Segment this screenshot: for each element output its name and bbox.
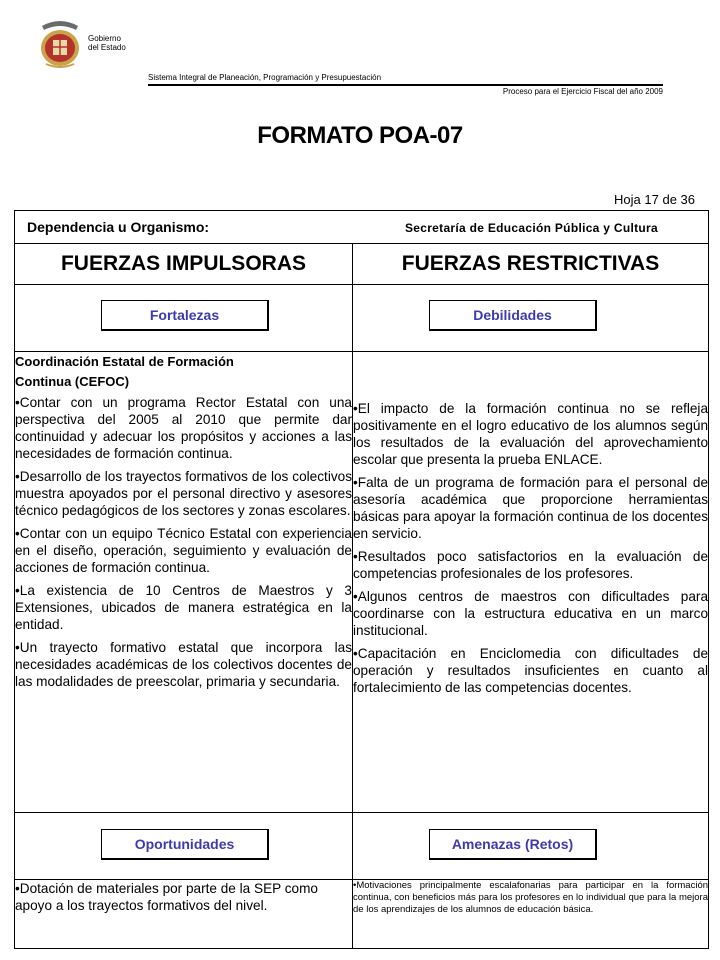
document-title: FORMATO POA-07 <box>257 122 463 149</box>
section2-content-row <box>15 880 709 949</box>
amenazas-label: Amenazas (Retos) <box>429 829 597 860</box>
header-rule <box>148 84 663 86</box>
debilidad-item: •Resultados poco satisfactorios en la evaluación de competencias profesionales de los profesores. <box>353 549 709 581</box>
cefoc-heading-line2: Continua (CEFOC) <box>15 374 130 389</box>
debilidad-item: •Falta de un programa de formación para el personal de asesoría académica que proporcione herramientas básicas para apoyar la formación continua de los docentes en servicio. <box>353 475 709 541</box>
del-estado-text: del Estado <box>88 43 126 52</box>
dependencia-row <box>15 211 709 244</box>
section1-labels-row <box>15 285 709 352</box>
fortaleza-item: •Desarrollo de los trayectos formativos de los colectivos muestra apoyados por el personal directivo y asesores técnico pedagógicos de los sectores y zonas escolares. <box>15 469 352 518</box>
fortalezas-label: Fortalezas <box>101 300 269 331</box>
dependencia-value: Secretaría de Educación Pública y Cultura <box>404 221 659 235</box>
fuerzas-restrictivas-heading: FUERZAS RESTRICTIVAS <box>353 244 709 285</box>
state-seal-logo <box>36 18 84 68</box>
debilidad-item: •Capacitación en Enciclomedia con dificultades de operación y resultados insuficientes en cuanto al fortalecimiento de las competencias docentes. <box>353 646 709 695</box>
fuerzas-impulsoras-heading: FUERZAS IMPULSORAS <box>15 244 353 285</box>
foda-table <box>14 210 709 949</box>
section2-labels-row <box>15 813 709 880</box>
fortaleza-item: •Contar con un programa Rector Estatal con una perspectiva del 2005 al 2010 que permite dar continuidad y adecuar los propósitos y acciones a las necesidades de formación continua. <box>15 395 352 461</box>
system-name: Sistema Integral de Planeación, Programación y Presupuestación <box>148 73 382 82</box>
fortaleza-item: •La existencia de 10 Centros de Maestros y 3 Extensiones, ubicados de manera estratégica en la entidad. <box>15 583 352 632</box>
dependencia-label: Dependencia u Organismo: <box>27 219 210 235</box>
amenaza-item: •Motivaciones principalmente escalafonarias para participar en la formación continua, con beneficios más para los profesores en lo individual que para la mejora de los aprendizajes de los alumnos de educación básica. <box>353 880 709 915</box>
oportunidad-item: •Dotación de materiales por parte de la SEP como apoyo a los trayectos formativos del nivel. <box>15 881 318 913</box>
fortaleza-item: •Contar con un equipo Técnico Estatal con experiencia en el diseño, operación, seguimiento y evaluación de acciones de formación continua. <box>15 526 352 575</box>
fiscal-process: Proceso para el Ejercicio Fiscal del año 2009 <box>502 87 663 96</box>
fortaleza-item: •Un trayecto formativo estatal que incorpora las necesidades académicas de los colectivos docentes de las modalidades de preescolar, primaria y secundaria. <box>15 640 352 689</box>
gobierno-text: Gobierno <box>88 34 121 43</box>
columns-header-row <box>15 244 709 285</box>
gobierno-del-estado-label <box>88 34 126 52</box>
debilidad-item: •El impacto de la formación continua no se refleja positivamente en el logro educativo de los alumnos según los resultados de la evaluación del aprovechamiento escolar que presenta la prueba ENLACE. <box>353 401 709 467</box>
cefoc-heading-line1: Coordinación Estatal de Formación <box>15 354 234 369</box>
debilidad-item: •Algunos centros de maestros con dificultades para coordinarse con la estructura educativa en un marco institucional. <box>353 589 709 638</box>
page-number: Hoja 17 de 36 <box>614 192 695 207</box>
oportunidades-label: Oportunidades <box>101 829 269 860</box>
section1-content-row <box>15 352 709 813</box>
debilidades-label: Debilidades <box>429 300 597 331</box>
cefoc-heading <box>15 352 352 392</box>
